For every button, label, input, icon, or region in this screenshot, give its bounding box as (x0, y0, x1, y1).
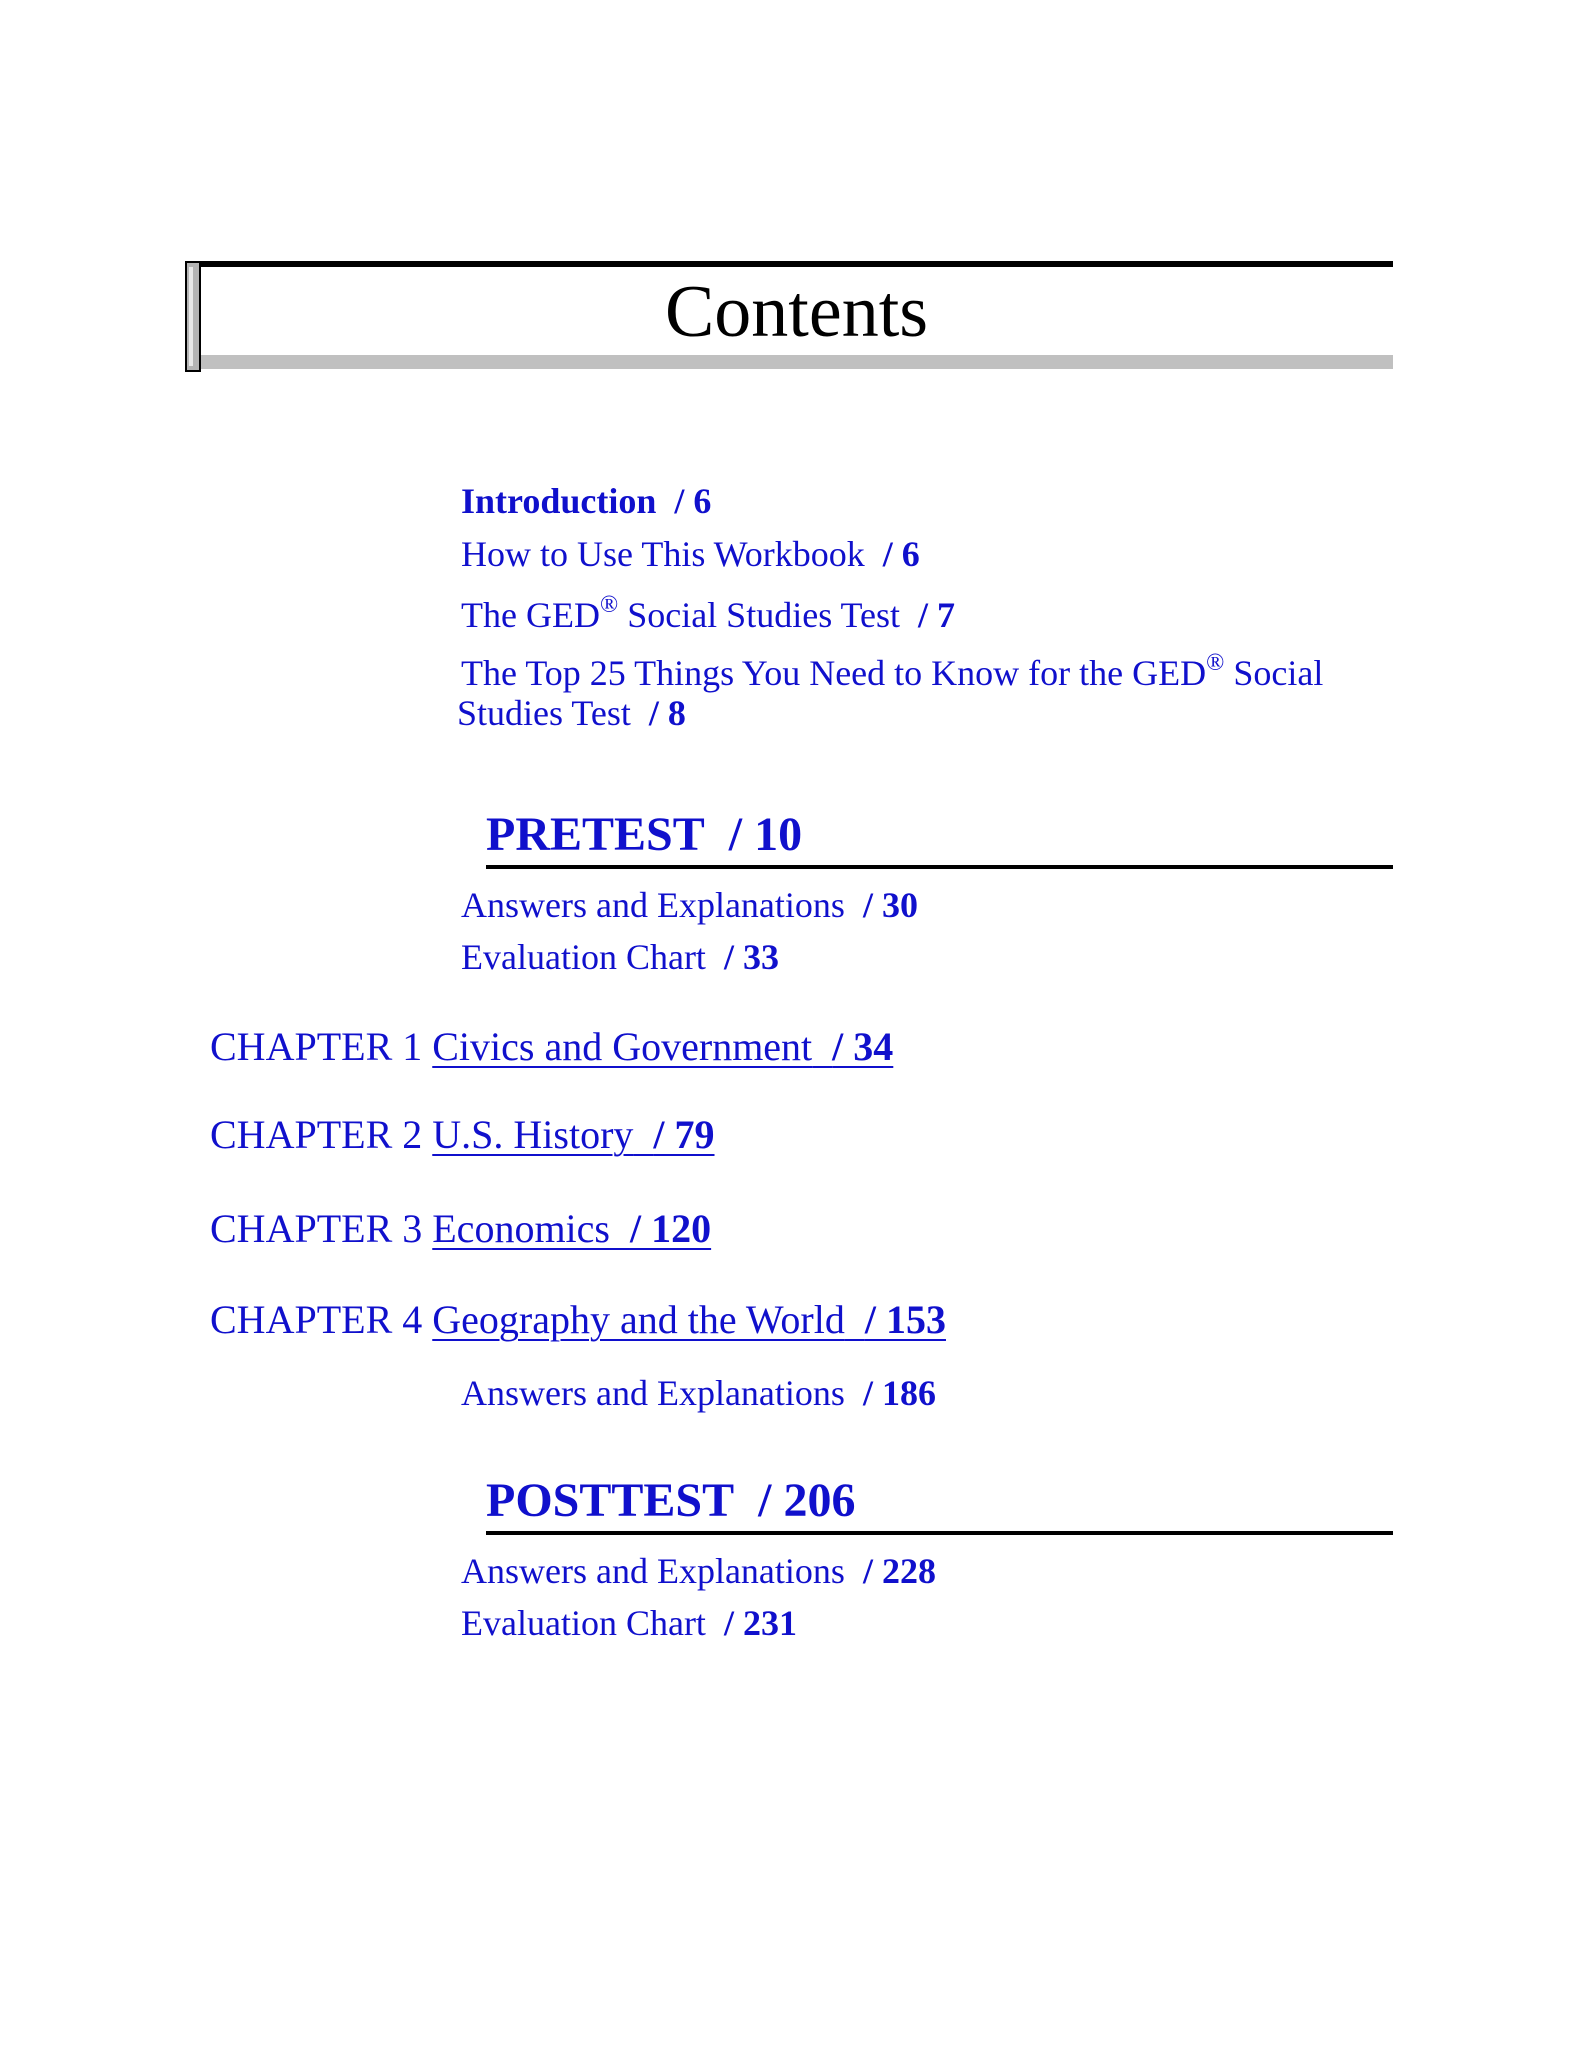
chapter-prefix: CHAPTER 4 (210, 1297, 423, 1342)
toc-entry-pretest-answers[interactable] (461, 884, 918, 926)
toc-label-cont: Social Studies Test (618, 595, 901, 635)
toc-entry-pretest-evaluation[interactable] (461, 936, 779, 978)
toc-chapter-2[interactable] (210, 1112, 715, 1158)
chapter-title: U.S. History (432, 1112, 634, 1157)
toc-page: / 6 (882, 534, 920, 574)
chapter-link[interactable] (432, 1206, 711, 1251)
section-heading-posttest[interactable] (486, 1474, 855, 1528)
toc-entry-how-to-use[interactable] (461, 533, 920, 575)
toc-entry-posttest-evaluation[interactable] (461, 1602, 797, 1644)
section-page: / 10 (728, 808, 803, 861)
chapter-link[interactable] (432, 1112, 714, 1157)
toc-label: Evaluation Chart (461, 937, 706, 977)
toc-chapter-4[interactable] (210, 1297, 946, 1343)
header-left-bar (185, 261, 201, 372)
chapter-page: / 120 (629, 1206, 712, 1251)
section-label: POSTTEST (486, 1474, 735, 1527)
toc-label: Answers and Explanations (461, 1551, 845, 1591)
toc-entry-chapters-answers[interactable] (461, 1372, 936, 1414)
header-bottom-shade (200, 355, 1393, 369)
toc-page: / 228 (862, 1551, 936, 1591)
chapter-link[interactable] (432, 1297, 946, 1342)
toc-chapter-1[interactable] (210, 1024, 893, 1070)
chapter-page: / 34 (832, 1024, 894, 1069)
header-top-rule (185, 261, 1393, 267)
section-page: / 206 (758, 1474, 856, 1527)
toc-label-cont: Social (1224, 653, 1324, 693)
toc-page: / 6 (674, 481, 712, 521)
section-label: PRETEST (486, 808, 705, 861)
toc-page: / 8 (648, 693, 686, 733)
chapter-prefix: CHAPTER 2 (210, 1112, 423, 1157)
chapter-page: / 153 (864, 1297, 946, 1342)
toc-entry-ged-test[interactable] (461, 594, 955, 636)
posttest-rule (486, 1531, 1393, 1535)
toc-page: / 7 (918, 595, 956, 635)
header-left-bar-highlight (189, 267, 193, 366)
chapter-title: Economics (432, 1206, 610, 1251)
toc-label: Studies Test (457, 693, 631, 733)
toc-page: / 33 (723, 937, 779, 977)
chapter-title: Geography and the World (432, 1297, 845, 1342)
pretest-rule (486, 865, 1393, 869)
toc-label: The GED (461, 595, 600, 635)
toc-label: Answers and Explanations (461, 1373, 845, 1413)
chapter-prefix: CHAPTER 3 (210, 1206, 423, 1251)
toc-entry-introduction[interactable] (461, 480, 711, 522)
toc-chapter-3[interactable] (210, 1206, 711, 1252)
chapter-prefix: CHAPTER 1 (210, 1024, 423, 1069)
registered-mark: ® (1206, 650, 1225, 676)
toc-page: / 186 (862, 1373, 936, 1413)
toc-label: Evaluation Chart (461, 1603, 706, 1643)
toc-label: Answers and Explanations (461, 885, 845, 925)
toc-label: The Top 25 Things You Need to Know for the GED (461, 653, 1207, 693)
page-title: Contents (664, 271, 929, 353)
toc-entry-top-25-line2[interactable] (457, 692, 686, 734)
toc-label: How to Use This Workbook (461, 534, 865, 574)
toc-entry-posttest-answers[interactable] (461, 1550, 936, 1592)
chapter-link[interactable] (432, 1024, 893, 1069)
section-heading-pretest[interactable] (486, 808, 802, 862)
chapter-title: Civics and Government (432, 1024, 813, 1069)
toc-label: Introduction (461, 481, 657, 521)
toc-page: / 231 (723, 1603, 797, 1643)
registered-mark: ® (599, 592, 619, 618)
toc-page: / 30 (862, 885, 918, 925)
toc-entry-top-25[interactable] (461, 652, 1323, 694)
chapter-page: / 79 (653, 1112, 715, 1157)
